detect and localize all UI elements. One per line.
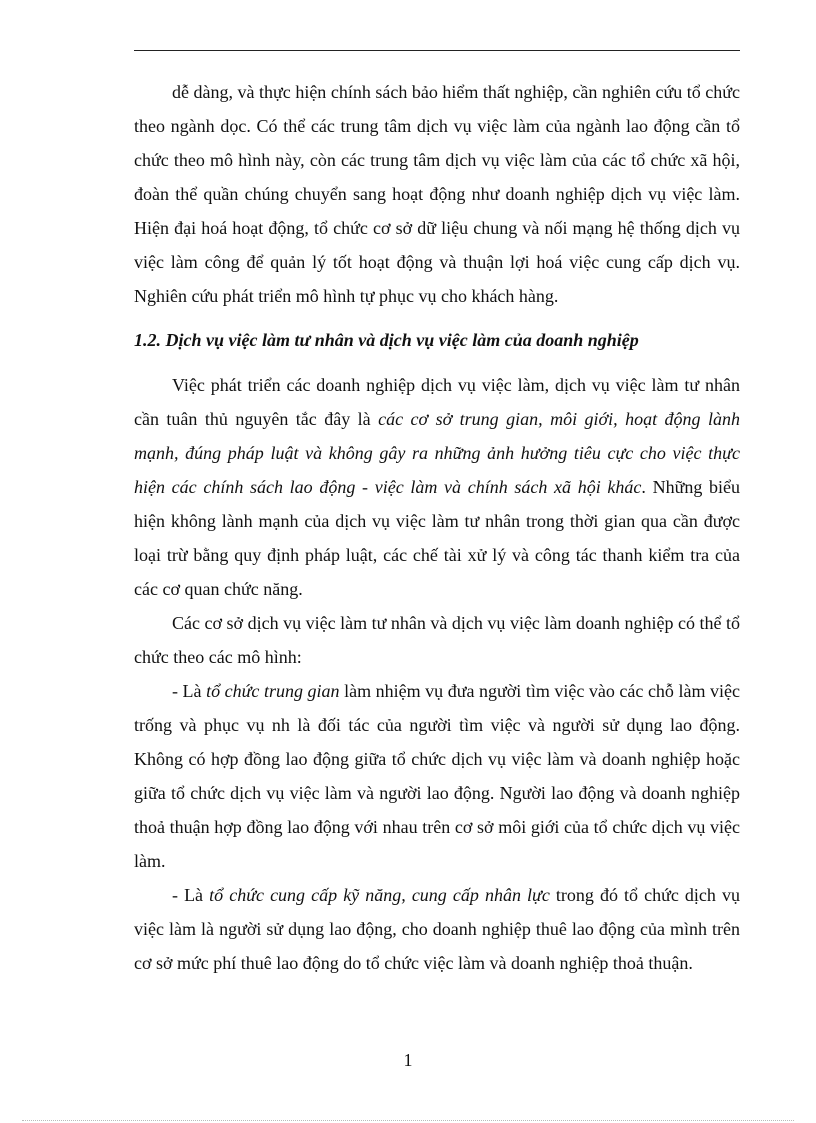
intermediary-lead: - Là <box>172 681 207 701</box>
paragraph-principles-emphasis: các cơ sở trung gian, môi giới, hoạt động lành mạnh, đúng pháp luật và không gây ra những ảnh hưởng tiêu cực cho việc thực hiện các chính sách lao động - việc làm và chính sách xã hội khác <box>134 409 740 497</box>
section-heading: 1.2. Dịch vụ việc làm tư nhân và dịch vụ việc làm của doanh nghiệp <box>134 330 639 350</box>
page-number: 1 <box>403 1050 413 1070</box>
intro-paragraph: dễ dàng, và thực hiện chính sách bảo hiểm thất nghiệp, cần nghiên cứu tổ chức theo ngành dọc. Có thể các trung tâm dịch vụ việc làm của ngành lao động cần tổ chức theo mô hình này, còn các trung tâm dịch vụ việc làm của các tổ chức xã hội, đoàn thể quần chúng chuyển sang hoạt động như doanh nghiệp dịch vụ việc làm. Hiện đại hoá hoạt động, tổ chức cơ sở dữ liệu chung và nối mạng hệ thống dịch vụ việc làm công để quản lý tốt hoạt động và thuận lợi hoá việc cung cấp dịch vụ. Nghiên cứu phát triển mô hình tự phục vụ cho khách hàng. <box>134 82 740 306</box>
paragraph-models-intro: Các cơ sở dịch vụ việc làm tư nhân và dịch vụ việc làm doanh nghiệp có thể tổ chức theo các mô hình: <box>134 613 740 667</box>
paragraph-principles <box>134 368 740 606</box>
page-bottom-border <box>22 1120 794 1121</box>
supply-emphasis: tổ chức cung cấp kỹ năng, cung cấp nhân lực <box>209 885 550 905</box>
supply-lead: - Là <box>172 885 210 905</box>
paragraph-principles-trail: . Những biểu hiện không lành mạnh của dịch vụ việc làm tư nhân trong thời gian qua cần được loại trừ bằng quy định pháp luật, các chế tài xử lý và công tác thanh kiểm tra của các cơ quan chức năng. <box>134 477 740 599</box>
header-rule <box>134 50 740 51</box>
paragraph-intermediary-model <box>134 674 740 878</box>
paragraph-principles-lead: Việc phát triển các doanh nghiệp dịch vụ việc làm, dịch vụ việc làm tư nhân cần tuân thủ nguyên tắc đây là <box>134 375 740 429</box>
document-body <box>134 75 740 980</box>
supply-trail: trong đó tổ chức dịch vụ việc làm là người sử dụng lao động, cho doanh nghiệp thuê lao động của mình trên cơ sở mức phí thuê lao động do tổ chức việc làm và doanh nghiệp thoả thuận. <box>134 885 740 973</box>
intermediary-emphasis: tổ chức trung gian <box>206 681 340 701</box>
paragraph-supply-model <box>134 878 740 980</box>
intermediary-trail: làm nhiệm vụ đưa người tìm việc vào các chỗ làm việc trống và phục vụ nh là đối tác của người tìm việc và người sử dụng lao động. Không có hợp đồng lao động giữa tổ chức dịch vụ việc làm và doanh nghiệp hoặc giữa tổ chức dịch vụ việc làm và người lao động. Người lao động và doanh nghiệp thoả thuận hợp đồng lao động với nhau trên cơ sở môi giới của tổ chức dịch vụ việc làm. <box>134 681 740 871</box>
